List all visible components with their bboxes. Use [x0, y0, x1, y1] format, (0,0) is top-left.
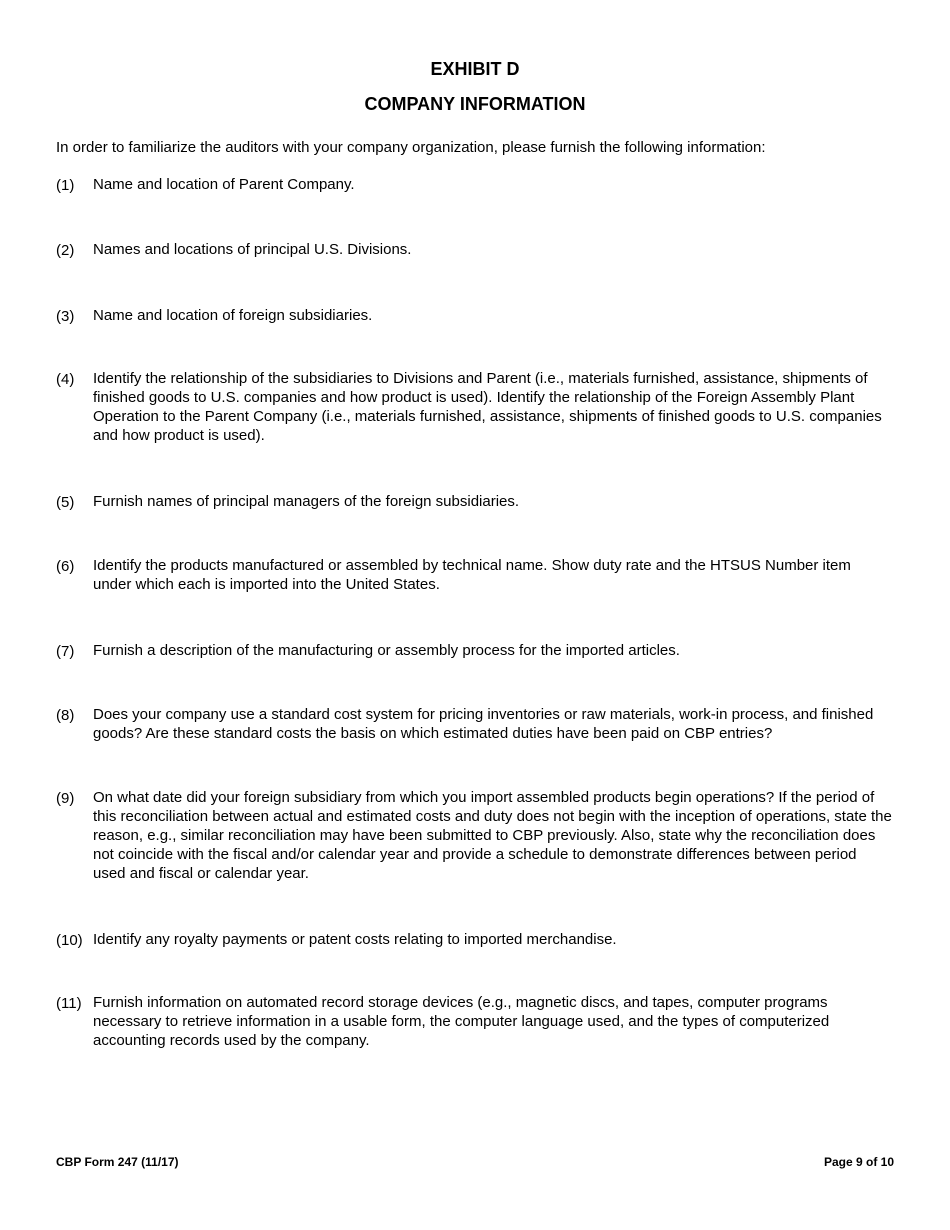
item-text: Identify the products manufactured or assembled by technical name. Show duty rate and the HTSUS Number item under which each is imported into the United States.	[93, 557, 851, 593]
item-text: Does your company use a standard cost system for pricing inventories or raw materials, work-in process, and finished goods? Are these standard costs the basis on which estimated duties have been paid on CBP entries?	[93, 706, 874, 742]
list-item	[56, 705, 896, 743]
item-text: Furnish names of principal managers of the foreign subsidiaries.	[93, 493, 520, 510]
list-item	[56, 492, 896, 511]
list-item	[56, 240, 896, 259]
list-item	[56, 993, 896, 1050]
item-number: (7)	[56, 643, 75, 660]
item-number: (5)	[56, 494, 75, 511]
page-number: Page 9 of 10	[823, 1155, 894, 1169]
item-text: Name and location of Parent Company.	[93, 176, 355, 193]
list-item	[56, 306, 896, 325]
list-item	[56, 175, 896, 194]
item-number: (8)	[56, 707, 75, 724]
page-title: COMPANY INFORMATION	[364, 94, 586, 114]
form-number: CBP Form 247 (11/17)	[56, 1155, 179, 1169]
item-number: (6)	[56, 558, 75, 575]
list-item	[56, 788, 896, 883]
list-item	[56, 556, 896, 594]
item-number: (4)	[56, 371, 75, 388]
exhibit-heading: EXHIBIT D	[430, 59, 520, 79]
item-number: (11)	[56, 995, 82, 1012]
item-number: (3)	[56, 308, 75, 325]
item-number: (1)	[56, 177, 75, 194]
item-number: (9)	[56, 790, 75, 807]
item-text: On what date did your foreign subsidiary from which you import assembled products begin operations? If the period of this reconciliation between actual and estimated costs and duty does not begin with the inception of operations, state the reason, e.g., similar reconciliation may have been submitted to CBP previously. Also, state why the reconciliation does not coincide with the fiscal and/or calendar year and provide a schedule to demonstrate differences between period used and fiscal or calendar year.	[93, 789, 892, 882]
item-text: Name and location of foreign subsidiaries.	[93, 307, 373, 324]
list-item	[56, 930, 896, 949]
item-text: Furnish a description of the manufacturing or assembly process for the imported articles.	[93, 642, 680, 659]
list-item	[56, 641, 896, 660]
item-number: (2)	[56, 242, 75, 259]
item-text: Identify the relationship of the subsidiaries to Divisions and Parent (i.e., materials furnished, assistance, shipments of finished goods to U.S. companies and how product is used). Identify the relationship of the Foreign Assembly Plant Operation to the Parent Company (i.e., materials furnished, assistance, shipments of finished goods to U.S. companies and how product is used).	[93, 370, 882, 444]
item-text: Names and locations of principal U.S. Divisions.	[93, 241, 412, 258]
list-item	[56, 369, 896, 445]
intro-paragraph: In order to familiarize the auditors with your company organization, please furnish the following information:	[56, 139, 766, 156]
item-text: Identify any royalty payments or patent costs relating to imported merchandise.	[93, 931, 617, 948]
item-number: (10)	[56, 932, 83, 949]
item-text: Furnish information on automated record storage devices (e.g., magnetic discs, and tapes, computer programs necessary to retrieve information in a usable form, the computer language used, and the types of computerized accounting records used by the company.	[93, 994, 830, 1049]
